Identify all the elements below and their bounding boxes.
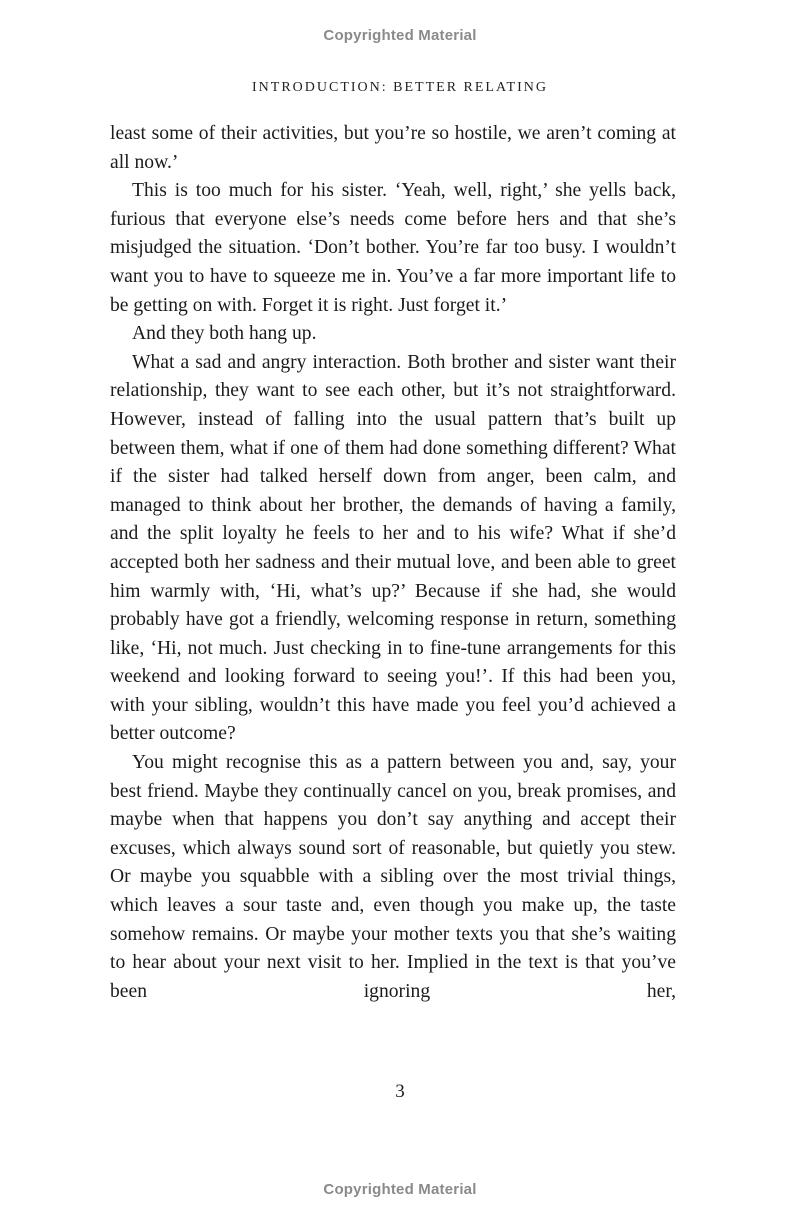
paragraph: This is too much for his sister. ‘Yeah, well, right,’ she yells back, furious that everyone else’s needs come before hers and that she’s misjudged the situation. ‘Don’t bother. You’re far too busy. I wouldn’t want you to have to squeeze me in. You’ve a far more important life to be getting on with. Forget it is right. Just forget it.’ (110, 180, 676, 316)
paragraph: And they both hang up. (132, 323, 317, 345)
page-body (110, 120, 676, 1006)
copyright-watermark-top: Copyrighted Material (323, 27, 477, 44)
paragraph: What a sad and angry interaction. Both brother and sister want their relationship, they want to see each other, but it’s not straightforward. However, instead of falling into the usual pattern that’s built up between them, what if one of them had done something different? What if the sister had talked herself down from anger, been calm, and managed to think about her brother, the demands of having a family, and the split loyalty he feels to her and to his wife? What if she’d accepted both her sadness and their mutual love, and been able to greet him warmly with, ‘Hi, what’s up?’ Because if she had, she would probably have got a friendly, welcoming response in return, something like, ‘Hi, not much. Just checking in to fine-tune arrangements for this weekend and looking forward to seeing you!’. If this had been you, with your sibling, wouldn’t this have made you feel you’d achieved a better outcome? (110, 351, 676, 745)
copyright-watermark-bottom: Copyrighted Material (323, 1181, 477, 1198)
paragraph: least some of their activities, but you’re so hostile, we aren’t coming at all now.’ (110, 123, 676, 173)
page-number: 3 (395, 1081, 405, 1102)
running-head: INTRODUCTION: BETTER RELATING (252, 80, 548, 95)
paragraph: You might recognise this as a pattern between you and, say, your best friend. Maybe they continually cancel on you, break promises, and maybe when that happens you don’t say anything and accept their excuses, which always sound sort of reasonable, but quietly you stew. Or maybe you squabble with a sibling over the most trivial things, which leaves a sour taste and, even though you make up, the taste somehow remains. Or maybe your mother texts you that she’s waiting to hear about your next visit to her. Implied in the text is that you’ve been ignoring her, (110, 752, 676, 1002)
